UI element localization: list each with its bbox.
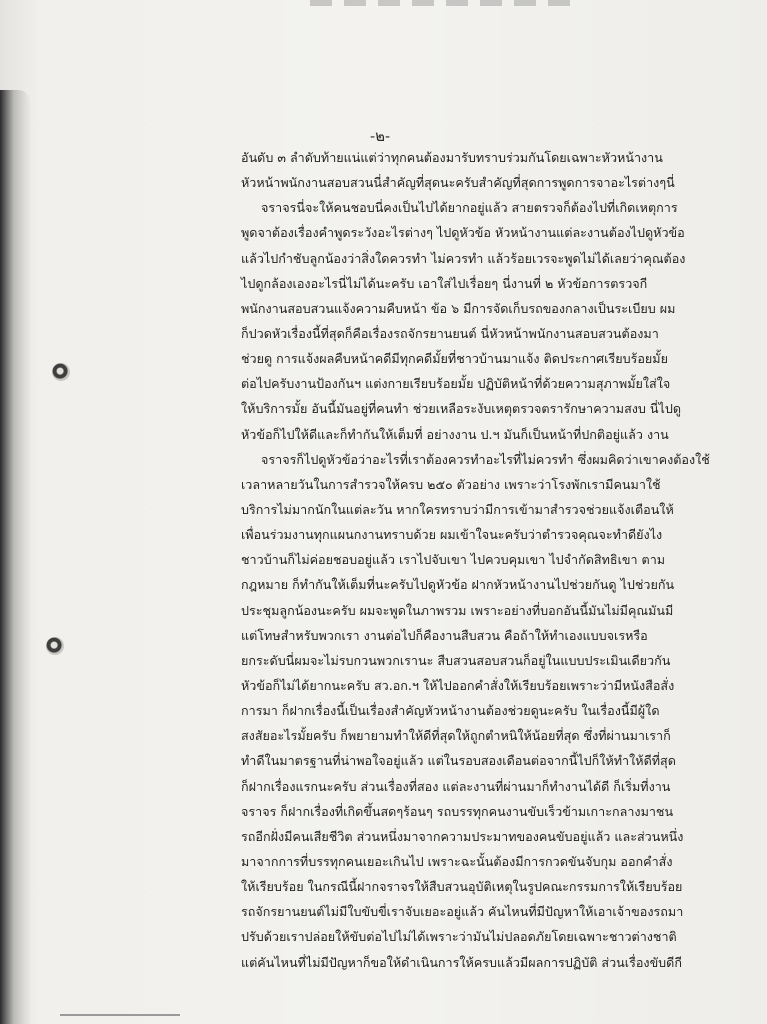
text-line: ช่วยดู การแจ้งผลคืบหน้าคดีมีทุกคดีมั้ยที่ชาวบ้านมาแจ้ง ติดประกาศเรียบร้อยมั้ย [241,351,668,367]
text-line: ยกระดับนี่ผมจะไม่รบกวนพวกเรานะ สืบสวนสอบสวนก็อยู่ในแบบประเมินเดียวกัน [241,652,671,668]
punch-hole-icon [52,363,70,381]
text-line: ก็ปวดหัวเรื่องนี้ที่สุดก็คือเรื่องรถจักรยานยนต์ นี่หัวหน้าพนักงานสอบสวนต้องมา [241,325,659,341]
document-body [241,145,710,975]
text-line: ก็ฝากเรื่องแรกนะครับ ส่วนเรื่องที่สอง แต่ละงานที่ผ่านมาก็ทำงานได้ดี ก็เริ่มที่งาน [241,778,671,794]
text-line: พูดจาต้องเรื่องคำพูดระวังอะไรต่างๆ ไปดูหัวข้อ หัวหน้างานแต่ละงานต้องไปดูหัวข้อ [241,225,685,241]
text-line: ไปดูกล้องเองอะไรนี่ไม่ได้นะครับ เอาใส่ไปเรื่อยๆ นี่งานที่ ๒ หัวข้อการตรวจกี [241,275,648,291]
text-line: มาจากการที่บรรทุกคนเยอะเกินไป เพราะฉะนั้นต้องมีการกวดขันจับกุม ออกคำสั่ง [241,853,673,869]
text-line: แต่โทษสำหรับพวกเรา งานต่อไปก็คืองานสืบสวน คือถ้าให้ทำเองแบบจเรหรือ [241,627,648,643]
text-line: กฎหมาย ก็ทำกันให้เต็มที่นะครับไปดูหัวข้อ ฝากหัวหน้างานไปช่วยกันดู ไปช่วยกัน [241,577,675,593]
text-line: เวลาหลายวันในการสำรวจให้ครบ ๒๕๐ ตัวอย่าง เพราะว่าโรงพักเรามีคนมาใช้ [241,476,661,492]
text-line: ชาวบ้านก็ไม่ค่อยชอบอยู่แล้ว เราไปจับเขา ไปควบคุมเขา ไปจำกัดสิทธิเขา ตาม [241,552,666,568]
text-line: บริการไม่มากนักในแต่ละวัน หากใครทราบว่ามีการเข้ามาสำรวจช่วยแจ้งเตือนให้ [241,501,674,517]
text-line: แล้วไปกำชับลูกน้องว่าสิ่งใดควรทำ ไม่ควรทำ แล้วร้อยเวรจะพูดไม่ได้เลยว่าคุณต้อง [241,250,686,266]
page-left-edge-shadow [0,90,30,1024]
text-line: หัวข้อก็ไม่ได้ยากนะครับ สว.อก.ฯ ให้ไปออกคำสั่งให้เรียบร้อยเพราะว่ามีหนังสือสั่ง [241,677,675,693]
text-line: ให้เรียบร้อย ในกรณีนี้ฝากจราจรให้สืบสวนอุบัติเหตุในรูปคณะกรรมการให้เรียบร้อย [241,879,683,895]
text-line: ต่อไปครับงานป้องกันฯ แต่งกายเรียบร้อยมั้ย ปฏิบัติหน้าที่ด้วยความสุภาพมั้ยใส่ใจ [241,376,671,392]
text-line: รถอีกฝั่งมีคนเสียชีวิต ส่วนหนึ่งมาจากความประมาทของคนขับอยู่แล้ว และส่วนหนึ่ง [241,828,684,844]
text-line: เพื่อนร่วมงานทุกแผนกงานทราบด้วย ผมเข้าใจนะครับว่าตำรวจคุณจะทำดียังไง [241,527,663,543]
text-line: สงสัยอะไรมั้ยครับ ก็พยายามทำให้ดีที่สุดให้ถูกตำหนิให้น้อยที่สุด ซึ่งที่ผ่านมาเราก็ [241,728,671,744]
bottom-edge-mark [60,1014,180,1016]
top-bleed-through [310,0,570,6]
text-line: หัวหน้าพนักงานสอบสวนนี่สำคัญที่สุดนะครับสำคัญที่สุดการพูดการจาอะไรต่างๆนี่ [241,175,675,191]
text-line: ประชุมลูกน้องนะครับ ผมจะพูดในภาพรวม เพราะอย่างที่บอกอันนี้มันไม่มีคุณมันมี [241,602,674,618]
text-line: จราจรนี่จะให้คนชอบนี่คงเป็นไปได้ยากอยู่แล้ว สายตรวจก็ต้องไปที่เกิดเหตุการ [261,200,678,216]
text-line: แต่คันไหนที่ไม่มีปัญหาก็ขอให้ดำเนินการให้ครบแล้วมีผลการปฏิบัติ ส่วนเรื่องขับดีกี [241,954,682,970]
text-line: ทำดีในมาตรฐานที่น่าพอใจอยู่แล้ว แต่ในรอบสองเดือนต่อจากนี้ไปก็ให้ทำให้ดีที่สุด [241,753,676,769]
text-line: จราจร ก็ฝากเรื่องที่เกิดขึ้นสดๆร้อนๆ รถบรรทุกคนงานขับเร็วข้ามเกาะกลางมาชน [241,803,674,819]
text-line: ให้บริการมั้ย อันนี้มันอยู่ที่คนทำ ช่วยเหลือระงับเหตุตรวจตรารักษาความสงบ นี่ไปดู [241,401,682,417]
text-line: อันดับ ๓ ลำดับท้ายแน่แต่ว่าทุกคนต้องมารับทราบร่วมกันโดยเฉพาะหัวหน้างาน [241,150,663,165]
text-line: จราจรก็ไปดูหัวข้อว่าอะไรที่เราต้องควรทำอะไรที่ไม่ควรทำ ซึ่งผมคิดว่าเขาคงต้องใช้ [261,451,710,467]
text-line: รถจักรยานยนต์ไม่มีใบขับขี่เราจับเยอะอยู่แล้ว คันไหนที่มีปัญหาให้เอาเจ้าของรถมา [241,904,684,920]
text-line: หัวข้อก็ไปให้ดีและก็ทำกันให้เต็มที่ อย่างงาน ป.ฯ มันก็เป็นหน้าที่ปกติอยู่แล้ว งาน [241,426,669,442]
page-number: -๒- [370,127,391,145]
punch-hole-icon [46,637,64,655]
text-line: ปรับด้วยเราปล่อยให้ขับต่อไปไม่ได้เพราะว่ามันไม่ปลอดภัยโดยเฉพาะชาวต่างชาติ [241,929,677,945]
text-line: พนักงานสอบสวนแจ้งความคืบหน้า ข้อ ๖ มีการจัดเก็บรถของกลางเป็นระเบียบ ผม [241,300,676,316]
text-line: การมา ก็ฝากเรื่องนี้เป็นเรื่องสำคัญหัวหน้างานต้องช่วยดูนะครับ ในเรื่องนี้มีผู้ใด [241,703,660,719]
